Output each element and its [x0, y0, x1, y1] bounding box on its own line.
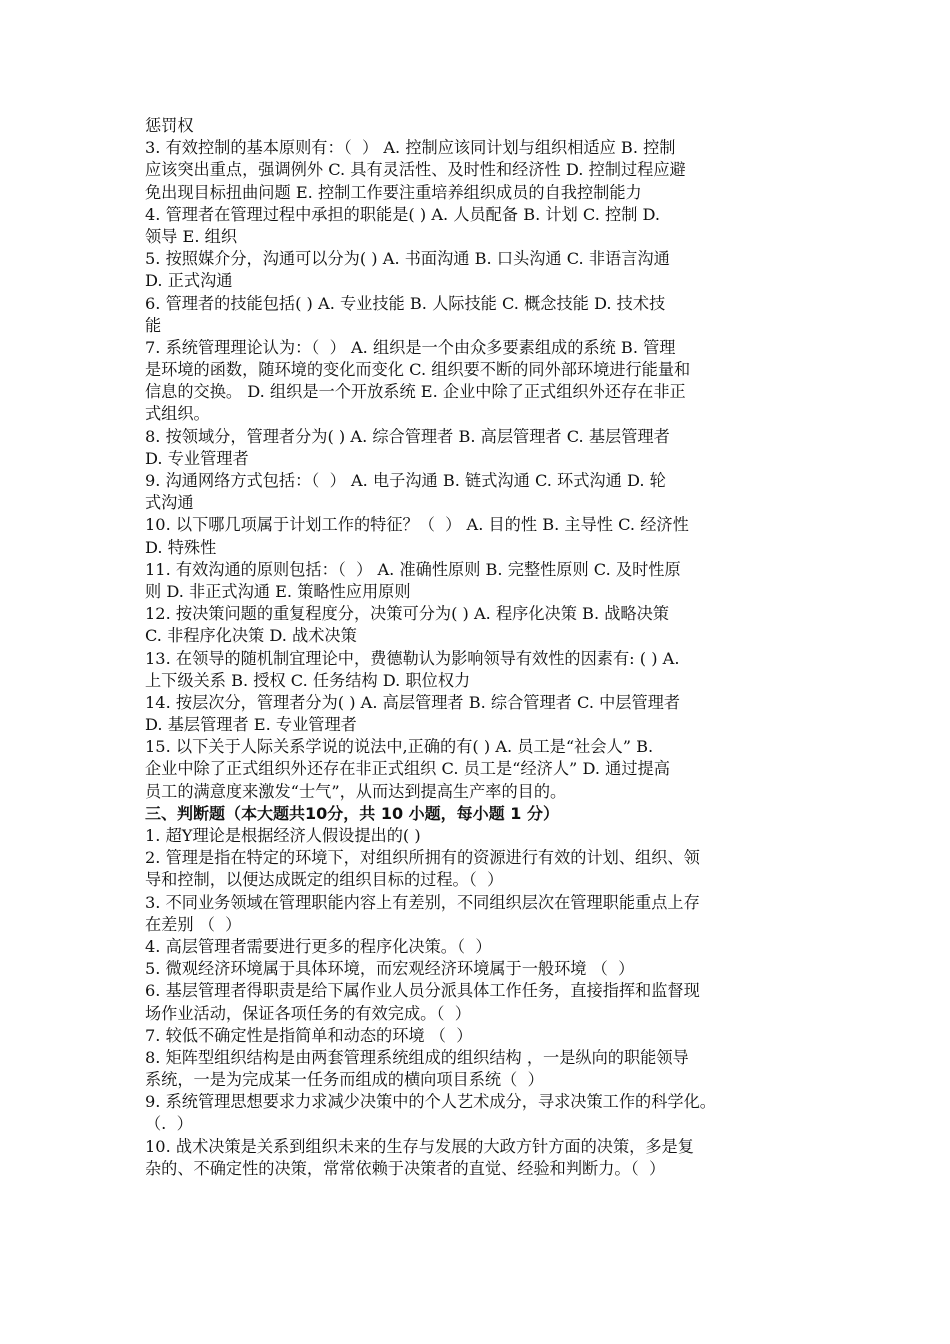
- judge-10-line-2: 杂的、不确定性的决策，常常依赖于决策者的直觉、经验和判断力。（ ）: [145, 1158, 666, 1178]
- document-page: [145, 115, 825, 1180]
- question-6-line-1: 6. 管理者的技能包括( ) A. 专业技能 B. 人际技能 C. 概念技能 D. 技术技: [145, 293, 666, 313]
- question-9-line-1: 9. 沟通网络方式包括：（ ） A. 电子沟通 B. 链式沟通 C. 环式沟通 D. 轮: [145, 471, 666, 490]
- judge-4-line-1: 4. 高层管理者需要进行更多的程序化决策。（ ）: [145, 936, 492, 956]
- judge-3-line-1: 3. 不同业务领域在管理职能内容上有差别，不同组织层次在管理职能重点上存: [145, 892, 700, 912]
- question-8-line-1: 8. 按领域分，管理者分为( ) A. 综合管理者 B. 高层管理者 C. 基层管理者: [145, 426, 670, 446]
- question-15-line-2: 企业中除了正式组织外还存在非正式组织 C. 员工是“经济人” D. 通过提高: [145, 759, 670, 779]
- question-7-line-2: 是环境的函数，随环境的变化而变化 C. 组织要不断的同外部环境进行能量和: [145, 360, 691, 380]
- question-4-line-1: 4. 管理者在管理过程中承担的职能是( ) A. 人员配备 B. 计划 C. 控制 D.: [145, 204, 661, 224]
- question-14-line-2: D. 基层管理者 E. 专业管理者: [145, 715, 357, 735]
- question-8-line-2: D. 专业管理者: [145, 448, 249, 468]
- question-3-line-3: 免出现目标扭曲问题 E. 控制工作要注重培养组织成员的自我控制能力: [145, 182, 642, 202]
- question-9-line-2: 式沟通: [145, 493, 194, 513]
- judge-7-line-1: 7. 较低不确定性是指简单和动态的环境 （ ）: [145, 1025, 473, 1045]
- judge-6-line-1: 6. 基层管理者得职责是给下属作业人员分派具体工作任务，直接指挥和监督现: [145, 981, 700, 1001]
- question-3-line-1: 3. 有效控制的基本原则有：（ ） A. 控制应该同计划与组织相适应 B. 控制: [145, 138, 676, 158]
- judge-3-line-2: 在差别 （ ）: [145, 914, 242, 934]
- judge-2-line-1: 2. 管理是指在特定的环境下，对组织所拥有的资源进行有效的计划、组织、领: [145, 848, 700, 868]
- judge-8-line-1: 8. 矩阵型组织结构是由两套管理系统组成的组织结构 ，一是纵向的职能领导: [145, 1047, 689, 1067]
- judge-1-line-1: 1. 超Y理论是根据经济人假设提出的( ): [145, 826, 421, 845]
- question-3-line-2: 应该突出重点，强调例外 C. 具有灵活性、及时性和经济性 D. 控制过程应避: [145, 160, 686, 180]
- question-10-line-2: D. 特殊性: [145, 537, 217, 557]
- question-12-line-2: C. 非程序化决策 D. 战术决策: [145, 626, 357, 646]
- question-13-line-1: 13. 在领导的随机制宜理论中，费德勒认为影响领导有效性的因素有: ( ) A.: [145, 648, 680, 668]
- question-13-line-2: 上下级关系 B. 授权 C. 任务结构 D. 职位权力: [145, 670, 471, 690]
- question-5-line-1: 5. 按照媒介分，沟通可以分为( ) A. 书面沟通 B. 口头沟通 C. 非语言沟通: [145, 249, 670, 269]
- question-7-line-3: 信息的交换。 D. 组织是一个开放系统 E. 企业中除了正式组织外还存在非正: [145, 382, 686, 402]
- judge-5-line-1: 5. 微观经济环境属于具体环境，而宏观经济环境属于一般环境 （ ）: [145, 959, 635, 979]
- judge-9-line-1: 9. 系统管理思想要求力求减少决策中的个人艺术成分，寻求决策工作的科学化。: [145, 1092, 716, 1112]
- judge-8-line-2: 系统，一是为完成某一任务而组成的横向项目系统（ ）: [145, 1070, 544, 1090]
- judge-9-line-2: （. ）: [145, 1114, 193, 1134]
- question-10-line-1: 10. 以下哪几项属于计划工作的特征？（ ） A. 目的性 B. 主导性 C. 经济性: [145, 515, 689, 535]
- question-7-line-4: 式组织。: [145, 404, 210, 424]
- question-5-line-2: D. 正式沟通: [145, 271, 233, 291]
- question-15-line-1: 15. 以下关于人际关系学说的说法中,正确的有( ) A. 员工是“社会人” B.: [145, 737, 654, 757]
- question-7-line-1: 7. 系统管理理论认为：（ ） A. 组织是一个由众多要素组成的系统 B. 管理: [145, 337, 676, 357]
- question-12-line-1: 12. 按决策问题的重复程度分，决策可分为( ) A. 程序化决策 B. 战略决策: [145, 604, 669, 624]
- question-6-line-2: 能: [145, 315, 162, 335]
- question-11-line-2: 则 D. 非正式沟通 E. 策略性应用原则: [145, 581, 411, 601]
- section-heading: 三、判断题（本大题共10分，共 10 小题，每小题 1 分）: [145, 803, 559, 823]
- judge-2-line-2: 导和控制，以便达成既定的组织目标的过程。（ ）: [145, 870, 504, 890]
- question-11-line-1: 11. 有效沟通的原则包括：（ ） A. 准确性原则 B. 完整性原则 C. 及时性原: [145, 559, 681, 579]
- judge-10-line-1: 10. 战术决策是关系到组织未来的生存与发展的大政方针方面的决策，多是复: [145, 1136, 694, 1156]
- question-14-line-1: 14. 按层次分，管理者分为( ) A. 高层管理者 B. 综合管理者 C. 中层管理者: [145, 692, 681, 712]
- text-line: 惩罚权: [145, 116, 194, 135]
- question-4-line-2: 领导 E. 组织: [145, 226, 238, 246]
- question-15-line-3: 员工的满意度来激发“士气”，从而达到提高生产率的目的。: [145, 781, 567, 801]
- judge-6-line-2: 场作业活动，保证各项任务的有效完成。（ ）: [145, 1003, 471, 1023]
